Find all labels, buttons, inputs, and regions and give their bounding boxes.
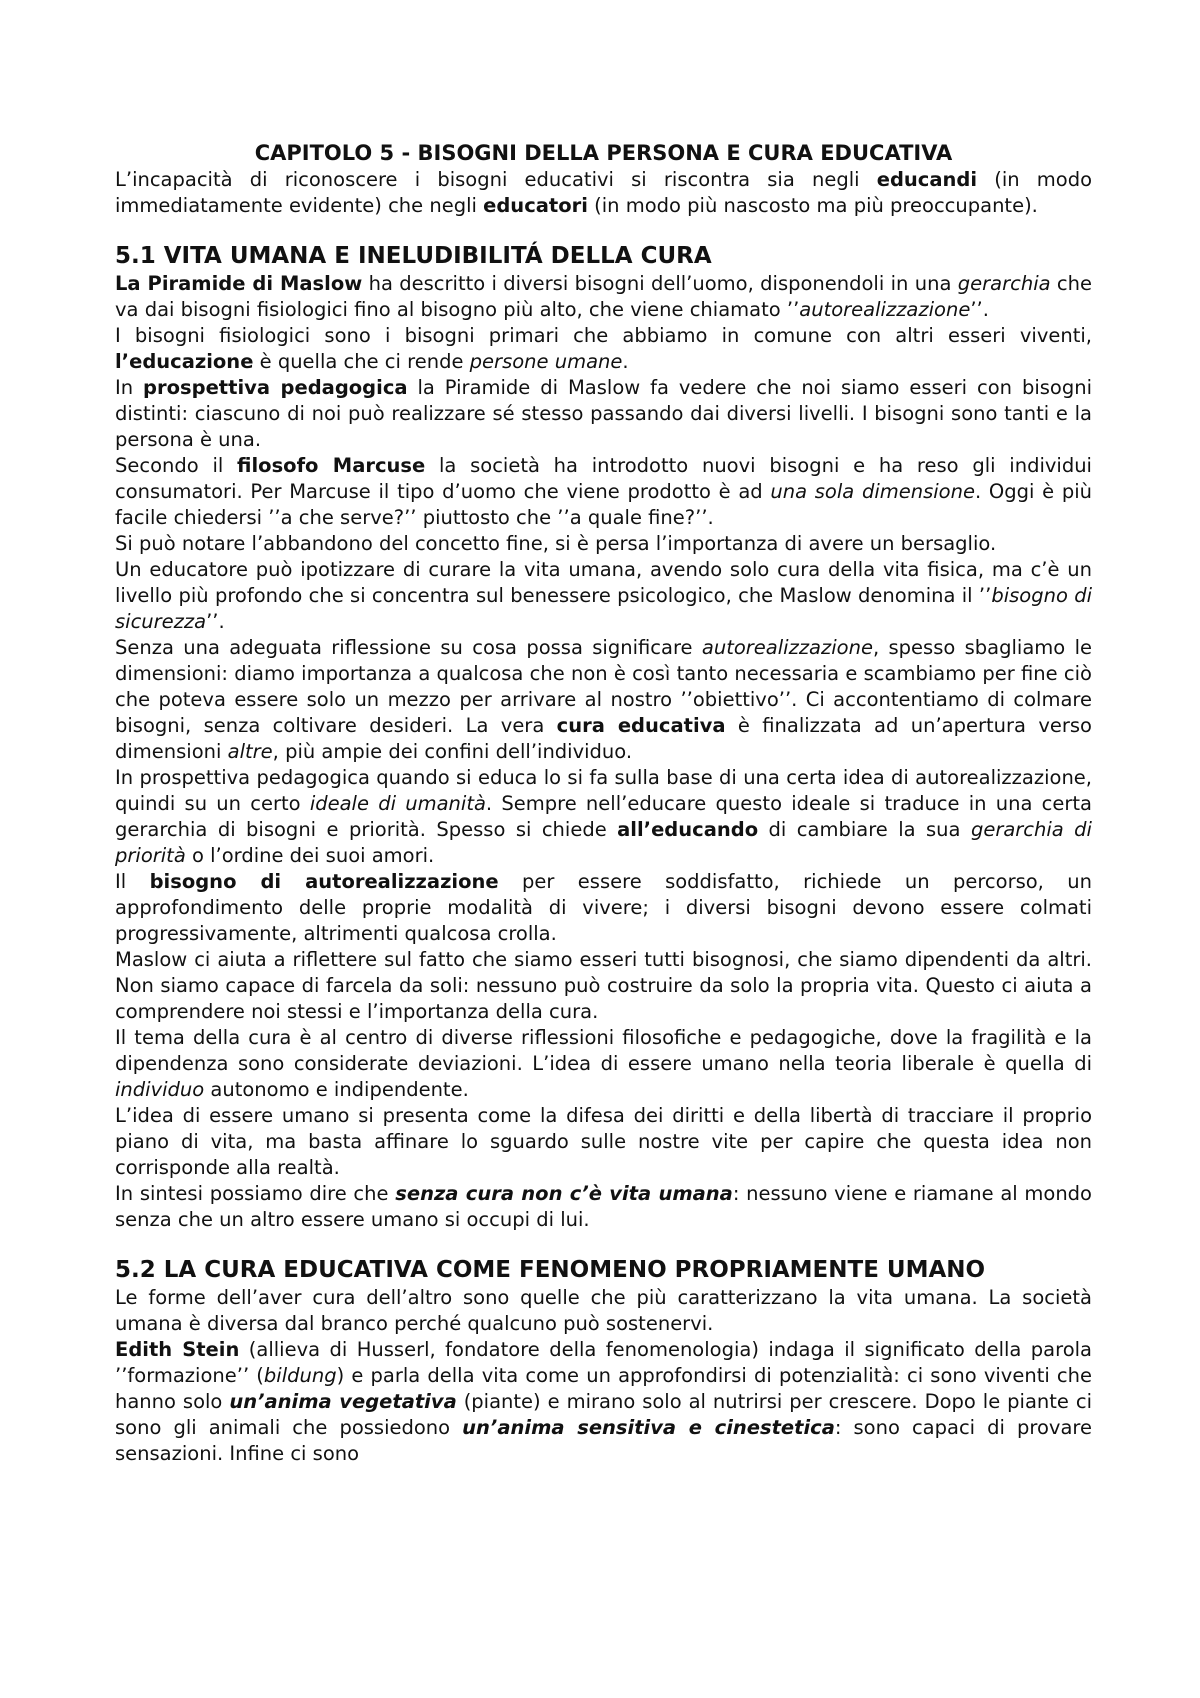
text-run: . — [622, 350, 629, 373]
text-run: Senza una adeguata riflessione su cosa possa significare — [115, 636, 702, 659]
text-run: , spesso sbagliamo le dimensioni: diamo importanza a qualcosa che non è così tanto necessaria e scambiamo per fine ciò che poteva essere solo un mezzo per arrivare al nostro ’’obiettivo’’. Ci accontentiamo di colmare bisogni, senza coltivare desideri. La vera — [115, 636, 1092, 737]
emphasis-text: autorealizzazione — [799, 298, 971, 321]
paragraph — [115, 323, 1092, 375]
emphasis-text: educatori — [483, 194, 588, 217]
text-run: Secondo il — [115, 454, 238, 477]
emphasis-text: ideale di umanità — [309, 792, 486, 815]
text-run: per essere soddisfatto, richiede un percorso, un approfondimento delle proprie modalità di vivere; i diversi bisogni devono essere colmati progressivamente, altrimenti qualcosa crolla. — [115, 870, 1092, 945]
text-run: Il — [115, 870, 150, 893]
emphasis-text: bisogno di sicurezza — [115, 584, 1093, 633]
paragraph — [115, 1025, 1092, 1103]
emphasis-text: bisogno di autorealizzazione — [149, 870, 499, 893]
paragraph — [115, 271, 1092, 323]
emphasis-text: gerarchia — [957, 272, 1051, 295]
text-run: autonomo e indipendente. — [204, 1078, 469, 1101]
paragraph — [115, 869, 1092, 947]
emphasis-text: senza cura non c’è vita umana — [395, 1182, 733, 1205]
section-title-5-1: 5.1 VITA UMANA E INELUDIBILITÁ DELLA CURA — [115, 243, 712, 269]
text-run: Il tema della cura è al centro di diverse riflessioni filosofiche e pedagogiche, dove la fragilità e la dipendenza sono considerate deviazioni. L’idea di essere umano nella teoria liberale è quella di — [115, 1026, 1092, 1075]
text-run: che va dai bisogni fisiologici fino al bisogno più alto, che viene chiamato ’’ — [115, 272, 1093, 321]
paragraph — [115, 453, 1092, 531]
paragraph — [115, 1181, 1092, 1233]
emphasis-text: cura educativa — [556, 714, 726, 737]
emphasis-text: una sola dimensione — [770, 480, 975, 503]
text-run: Un educatore può ipotizzare di curare la vita umana, avendo solo cura della vita fisica, ma c’è un livello più profondo che si concentra sul benessere psicologico, che Maslow denomina il ’’ — [115, 558, 1092, 607]
emphasis-text: gerarchia di priorità — [115, 818, 1092, 867]
paragraph — [115, 947, 1092, 1025]
emphasis-text: filosofo Marcuse — [237, 454, 426, 477]
emphasis-text: bildung — [263, 1364, 337, 1387]
section-title-5-2: 5.2 LA CURA EDUCATIVA COME FENOMENO PROPRIAMENTE UMANO — [115, 1257, 986, 1283]
paragraph — [115, 765, 1092, 869]
paragraph — [115, 1285, 1092, 1337]
text-run: o l’ordine dei suoi amori. — [185, 844, 435, 867]
emphasis-text: persone umane — [469, 350, 623, 373]
text-run: In sintesi possiamo dire che — [115, 1182, 396, 1205]
text-run: (in modo immediatamente evidente) che negli — [115, 168, 1092, 217]
emphasis-text: un’anima sensitiva e cinestetica — [462, 1416, 835, 1439]
text-run: è finalizzata ad un’apertura verso dimensioni — [115, 714, 1092, 763]
emphasis-text: individuo — [115, 1078, 205, 1101]
chapter-title: CAPITOLO 5 - BISOGNI DELLA PERSONA E CURA EDUCATIVA — [254, 141, 953, 165]
emphasis-text: educandi — [876, 168, 978, 191]
text-run: la società ha introdotto nuovi bisogni e ha reso gli individui consumatori. Per Marcuse il tipo d’uomo che viene prodotto è ad — [115, 454, 1092, 503]
text-run: ha descritto i diversi bisogni dell’uomo, disponendoli in una — [362, 272, 958, 295]
text-run: Si può notare l’abbandono del concetto fine, si è persa l’importanza di avere un bersaglio. — [115, 532, 997, 555]
text-run: ) e parla della vita come un approfondirsi di potenzialità: ci sono viventi che hanno solo — [115, 1364, 1092, 1413]
emphasis-text: Edith Stein — [115, 1338, 240, 1361]
text-run: è quella che ci rende — [253, 350, 470, 373]
text-run: L’idea di essere umano si presenta come la difesa dei diritti e della libertà di tracciare il proprio piano di vita, ma basta affinare lo sguardo sulle nostre vite per capire che questa idea non corrisponde alla realtà. — [115, 1104, 1092, 1179]
paragraph — [115, 531, 1092, 557]
text-run: . Sempre nell’educare questo ideale si traduce in una certa gerarchia di bisogni e priorità. Spesso si chiede — [115, 792, 1093, 841]
emphasis-text: prospettiva pedagogica — [143, 376, 408, 399]
text-run: ’’. — [970, 298, 989, 321]
text-run: I bisogni fisiologici sono i bisogni primari che abbiamo in comune con altri esseri viventi, — [115, 324, 1092, 347]
text-run: : nessuno viene e riamane al mondo senza che un altro essere umano si occupi di lui. — [115, 1182, 1092, 1231]
text-run: di cambiare la sua — [758, 818, 971, 841]
text-run: (allieva di Husserl, fondatore della fenomenologia) indaga il significato della parola ’’formazione’’ ( — [115, 1338, 1092, 1387]
text-run: , più ampie dei confini dell’individuo. — [272, 740, 633, 763]
text-run: In — [115, 376, 144, 399]
paragraph — [115, 1337, 1092, 1467]
emphasis-text: La Piramide di Maslow — [115, 272, 363, 295]
paragraph — [115, 1103, 1092, 1181]
text-run: (piante) e mirano solo al nutrirsi per crescere. Dopo le piante ci sono gli animali che possiedono — [115, 1390, 1093, 1439]
text-run: : sono capaci di provare sensazioni. Infine ci sono — [115, 1416, 1093, 1465]
text-run: . Oggi è più facile chiedersi ’’a che serve?’’ piuttosto che ’’a quale fine?’’. — [115, 480, 1092, 529]
paragraph — [115, 375, 1092, 453]
text-run: Le forme dell’aver cura dell’altro sono quelle che più caratterizzano la vita umana. La società umana è diversa dal branco perché qualcuno può sostenervi. — [115, 1286, 1092, 1335]
text-run: ’’. — [206, 610, 225, 633]
paragraph — [115, 635, 1092, 765]
text-run: (in modo più nascosto ma più preoccupante). — [587, 194, 1038, 217]
emphasis-text: altre — [227, 740, 273, 763]
text-run: Maslow ci aiuta a riflettere sul fatto che siamo esseri tutti bisognosi, che siamo dipendenti da altri. Non siamo capace di farcela da soli: nessuno può costruire da solo la propria vita. Questo ci aiuta a comprendere noi stessi e l’importanza della cura. — [115, 948, 1092, 1023]
text-run: L’incapacità di riconoscere i bisogni educativi si riscontra sia negli — [115, 168, 877, 191]
emphasis-text: un’anima vegetativa — [229, 1390, 457, 1413]
emphasis-text: l’educazione — [115, 350, 254, 373]
emphasis-text: autorealizzazione — [701, 636, 873, 659]
emphasis-text: all’educando — [617, 818, 759, 841]
paragraph — [115, 557, 1092, 635]
text-run: In prospettiva pedagogica quando si educa lo si fa sulla base di una certa idea di autorealizzazione, quindi su un certo — [115, 766, 1092, 815]
text-run: la Piramide di Maslow fa vedere che noi siamo esseri con bisogni distinti: ciascuno di noi può realizzare sé stesso passando dai diversi livelli. I bisogni sono tanti e la persona è una. — [115, 376, 1093, 451]
chapter-intro — [115, 167, 1092, 219]
